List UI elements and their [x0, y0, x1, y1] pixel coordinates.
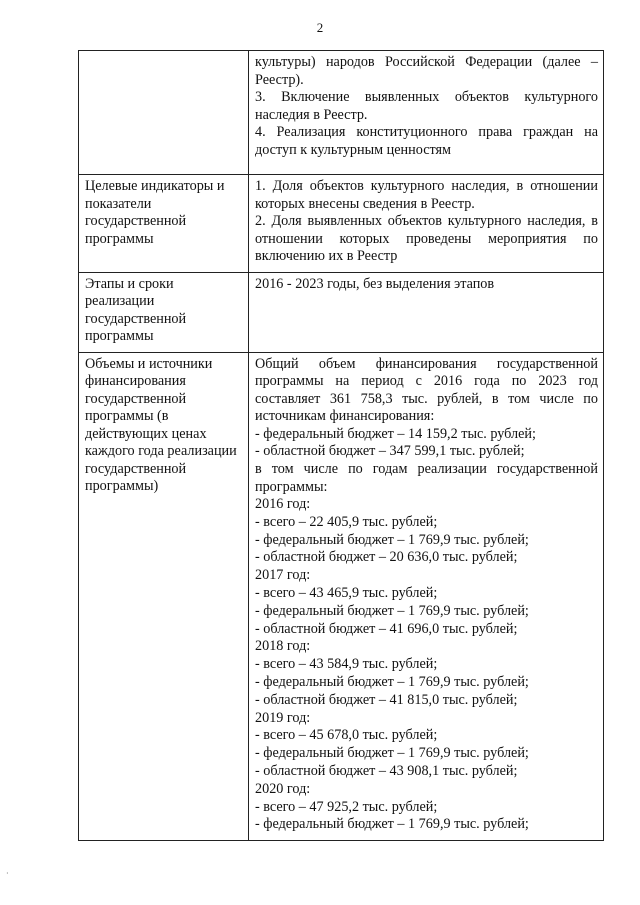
table-row-stages	[79, 272, 604, 352]
row-content-indicators	[249, 175, 604, 273]
table-row-financing	[79, 352, 604, 841]
financing-line: - федеральный бюджет – 14 159,2 тыс. рублей;	[255, 425, 536, 442]
financing-line: - областной бюджет – 41 815,0 тыс. рублей;	[255, 691, 518, 708]
financing-line: - областной бюджет – 20 636,0 тыс. рублей;	[255, 549, 518, 566]
financing-line: - всего – 43 465,9 тыс. рублей;	[255, 585, 438, 602]
row-content-goals	[249, 51, 604, 175]
financing-line: - федеральный бюджет – 1 769,9 тыс. рублей;	[255, 745, 529, 762]
page-number: 2	[316, 20, 324, 35]
row-label-stages: Этапы и сроки реализации государственной программы	[79, 272, 249, 352]
financing-line: - федеральный бюджет – 1 769,9 тыс. рублей;	[255, 816, 529, 833]
financing-line: - всего – 45 678,0 тыс. рублей;	[255, 727, 438, 744]
row-label-financing: Объемы и источники финансирования государственной программы (в действующих ценах каждого года реализации государственной программы)	[79, 352, 249, 841]
table-row-indicators	[79, 175, 604, 273]
financing-line: - всего – 43 584,9 тыс. рублей;	[255, 656, 438, 673]
financing-summary: Общий объем финансирования государственной программы на период с 2016 года по 2023 год составляет 361 758,3 тыс. рублей, в том числе по источникам финансирования:	[255, 355, 598, 424]
year-heading: 2018 год:	[255, 638, 311, 655]
year-heading: 2017 год:	[255, 567, 311, 584]
stages-text: 2016 - 2023 годы, без выделения этапов	[255, 275, 495, 292]
goals-text: 3. Включение выявленных объектов культурного наследия в Реестр.	[255, 89, 598, 123]
table-row-goals	[79, 51, 604, 175]
row-content-financing	[249, 352, 604, 841]
financing-line: - областной бюджет – 41 696,0 тыс. рублей;	[255, 620, 518, 637]
indicator-text: 2. Доля выявленных объектов культурного наследия, в отношении которых проведены мероприятия по включению их в Реестр	[255, 213, 598, 264]
indicator-text: 1. Доля объектов культурного наследия, в отношении которых внесены сведения в Реестр.	[255, 178, 598, 212]
financing-line: - всего – 22 405,9 тыс. рублей;	[255, 513, 438, 530]
financing-line: - федеральный бюджет – 1 769,9 тыс. рублей;	[255, 674, 529, 691]
program-passport-table	[78, 50, 604, 841]
row-label-indicators: Целевые индикаторы и показатели государственной программы	[79, 175, 249, 273]
financing-line: - федеральный бюджет – 1 769,9 тыс. рублей;	[255, 602, 529, 619]
year-heading: 2019 год:	[255, 709, 311, 726]
financing-line: в том числе по годам реализации государственной программы:	[255, 461, 598, 495]
financing-line: - всего – 47 925,2 тыс. рублей;	[255, 798, 438, 815]
goals-text: культуры) народов Российской Федерации (далее – Реестр).	[255, 54, 598, 88]
row-label-empty	[79, 51, 249, 175]
goals-text: 4. Реализация конституционного права граждан на доступ к культурным ценностям	[255, 124, 598, 158]
year-heading: 2020 год:	[255, 780, 311, 797]
year-heading: 2016 год:	[255, 496, 311, 513]
financing-line: - областной бюджет – 43 908,1 тыс. рублей;	[255, 763, 518, 780]
margin-mark: ·	[6, 869, 9, 878]
financing-line: - областной бюджет – 347 599,1 тыс. рублей;	[255, 443, 525, 460]
row-content-stages	[249, 272, 604, 352]
financing-line: - федеральный бюджет – 1 769,9 тыс. рублей;	[255, 531, 529, 548]
